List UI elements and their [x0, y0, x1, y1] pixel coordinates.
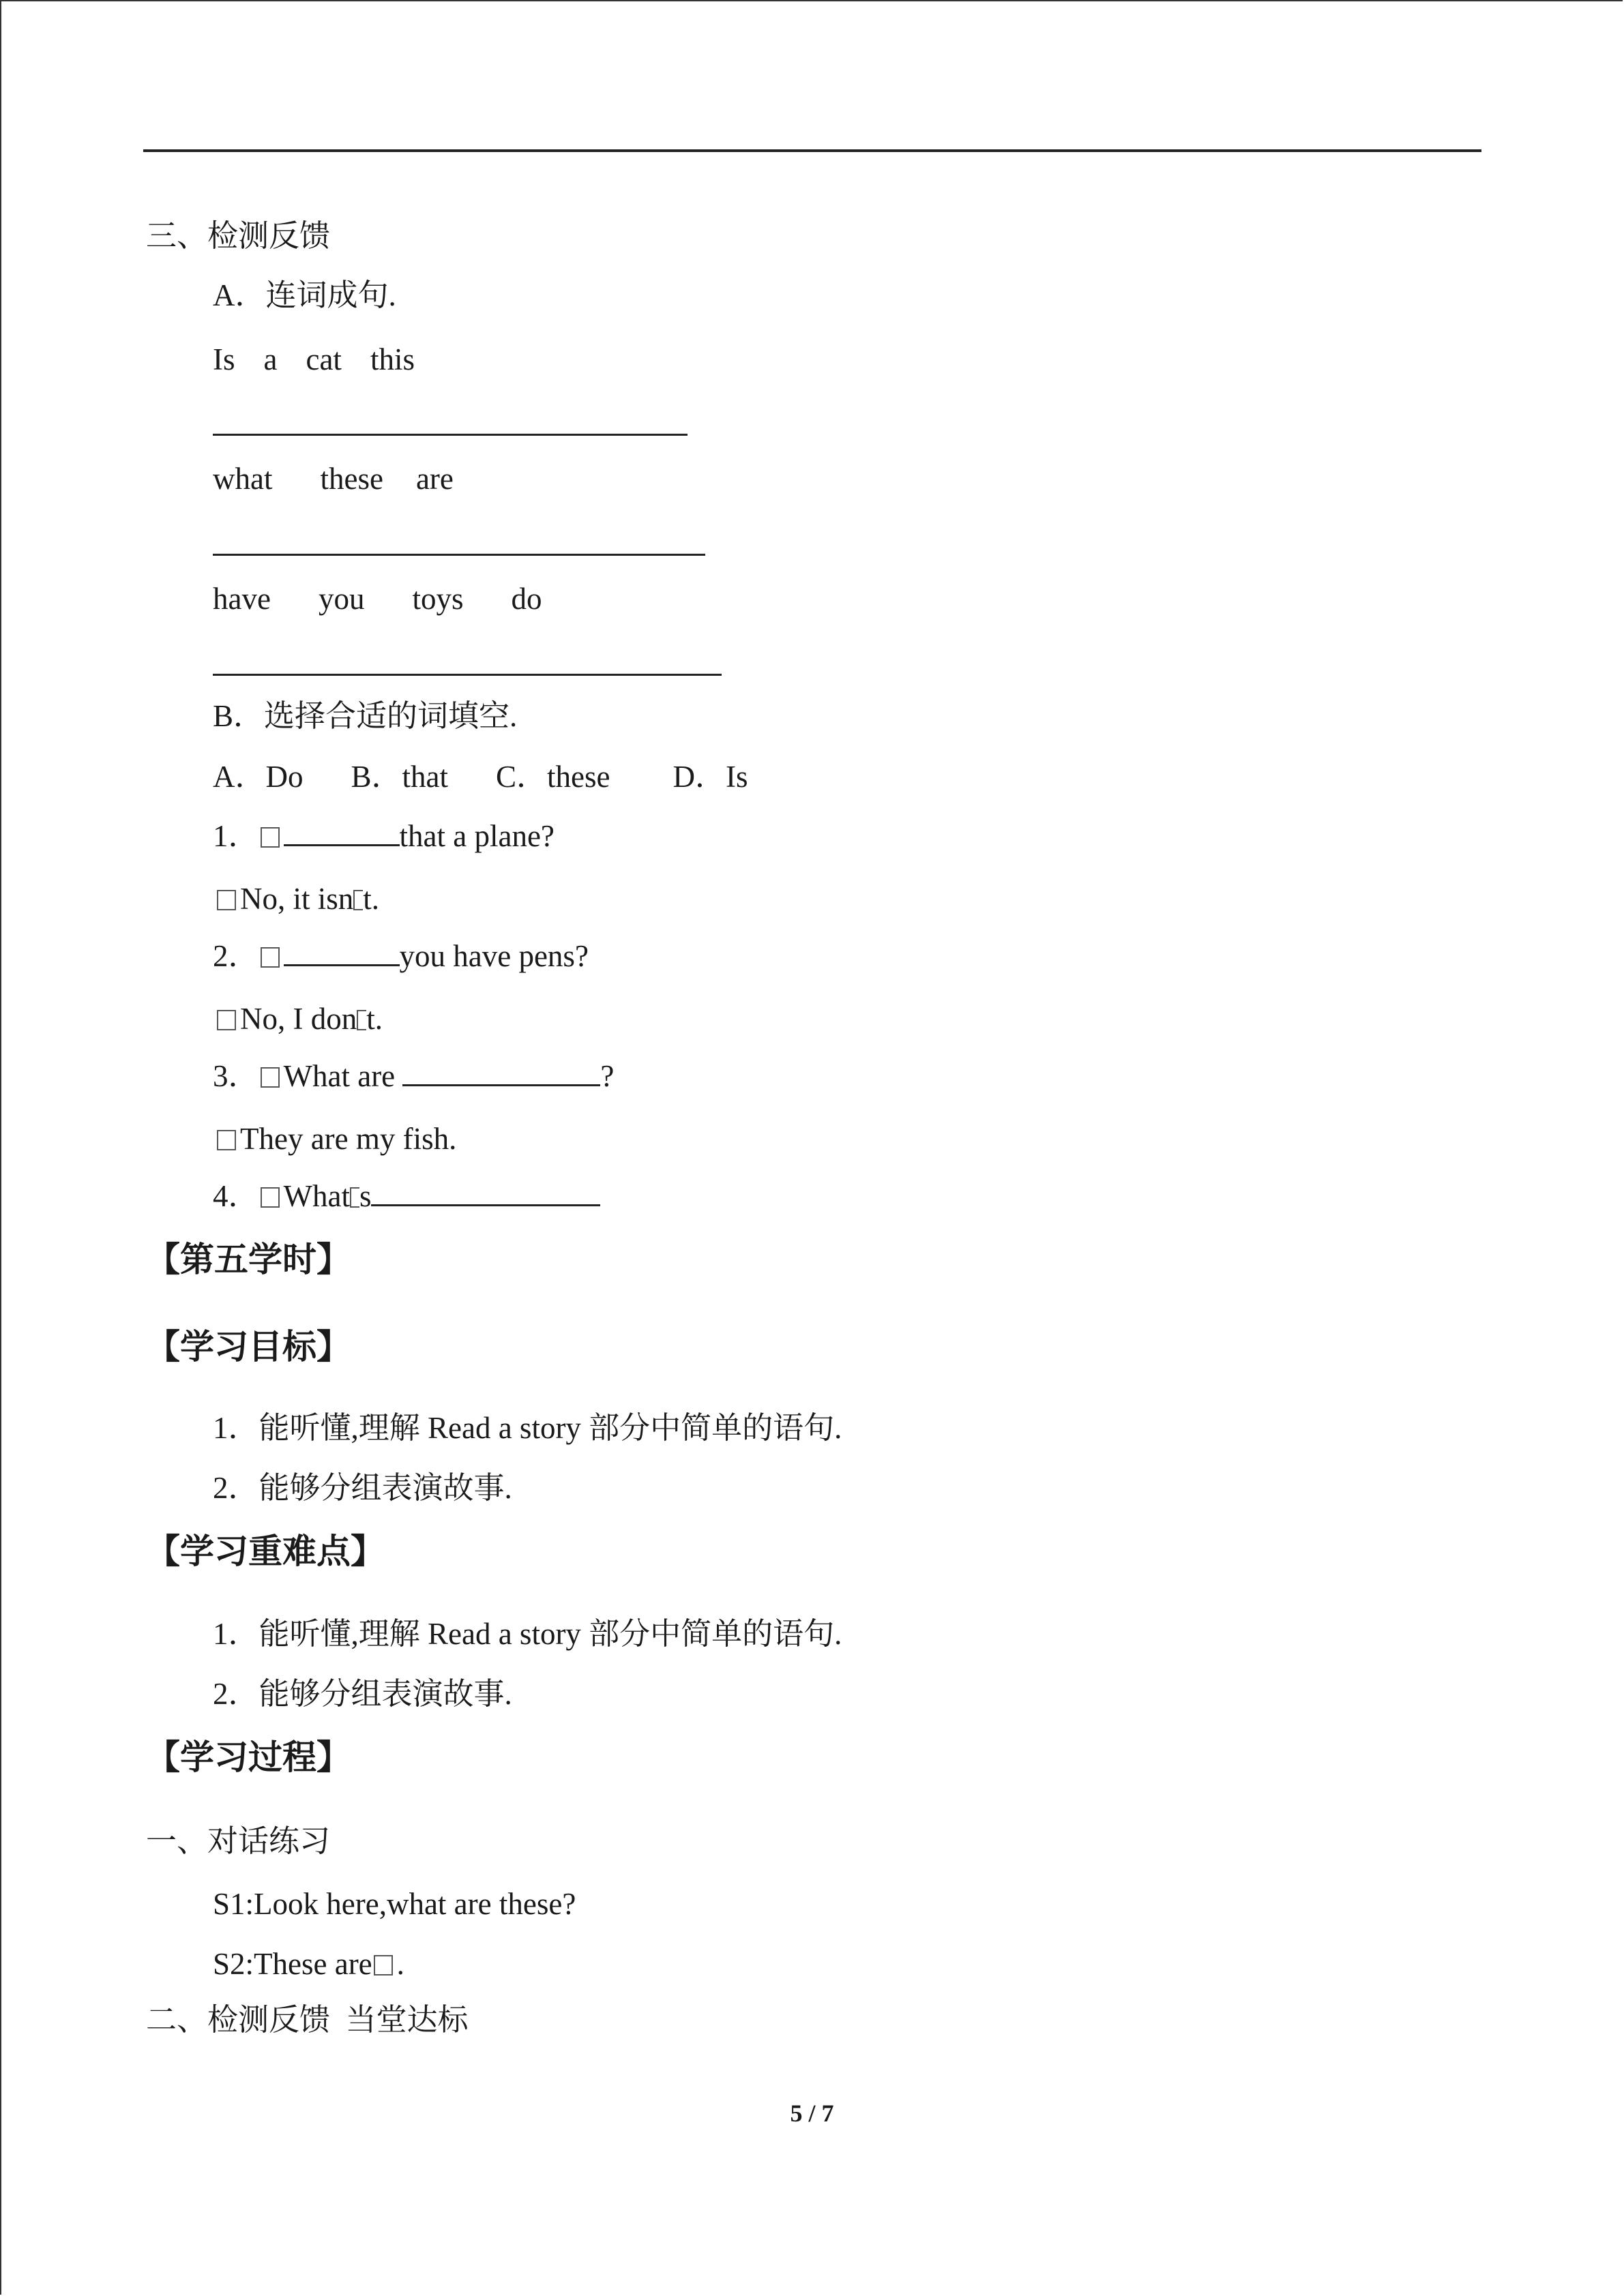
- lesson-heading: 【第五学时】: [146, 1240, 351, 1279]
- missing-glyph-icon: [261, 1187, 280, 1208]
- question-3: 3． What are ?: [213, 1059, 615, 1093]
- goal-item-2: 2．能够分组表演故事.: [213, 1471, 512, 1505]
- fill-blank-3[interactable]: [402, 1084, 600, 1086]
- scrambled-sentence-1: Is a cat this: [213, 342, 415, 376]
- keypoint-item-1: 1．能听懂,理解 Read a story 部分中简单的语句.: [213, 1617, 842, 1651]
- missing-glyph-icon: [217, 1130, 236, 1150]
- word-options: [213, 756, 748, 797]
- dialogue-section-title: 一、对话练习: [146, 1824, 331, 1858]
- fill-blank-4[interactable]: [371, 1204, 600, 1206]
- feedback-section-title: 二、检测反馈 当堂达标: [146, 2003, 469, 2037]
- answer-1: No, it isn t.: [216, 878, 379, 919]
- goals-heading: 【学习目标】: [146, 1327, 351, 1367]
- missing-glyph-icon: [261, 827, 280, 848]
- missing-glyph-icon: [350, 1187, 359, 1208]
- keypoint-item-2: 2．能够分组表演故事.: [213, 1677, 512, 1711]
- page-number: 5 / 7: [790, 2100, 834, 2127]
- dialogue-line-s1: S1:Look here,what are these?: [213, 1887, 576, 1921]
- missing-glyph-icon: [261, 1067, 280, 1088]
- fill-blank-1[interactable]: [284, 844, 400, 846]
- question-4: 4． What s: [213, 1176, 600, 1217]
- section-title: 三、检测反馈: [146, 219, 331, 253]
- part-a-title: A．连词成句.: [213, 278, 396, 312]
- option-d: D．Is: [673, 760, 748, 794]
- answer-3: They are my fish.: [216, 1118, 456, 1159]
- part-b-title: B．选择合适的词填空.: [213, 699, 518, 733]
- dialogue-line-s2: S2:These are .: [213, 1947, 404, 1981]
- missing-glyph-icon: [261, 947, 280, 968]
- process-heading: 【学习过程】: [146, 1738, 351, 1777]
- missing-glyph-icon: [357, 1010, 366, 1030]
- option-c: C．these: [496, 760, 610, 794]
- question-2: 2． you have pens?: [213, 939, 589, 973]
- answer-line-3[interactable]: [213, 674, 722, 676]
- missing-glyph-icon: [217, 890, 236, 910]
- keypoints-heading: 【学习重难点】: [146, 1532, 385, 1571]
- scrambled-sentence-3: have you toys do: [213, 582, 542, 616]
- option-a: A．Do: [213, 760, 304, 794]
- option-b: B．that: [351, 760, 448, 794]
- missing-glyph-icon: [353, 890, 363, 910]
- scrambled-sentence-2: what these are: [213, 462, 454, 496]
- question-1: 1． that a plane?: [213, 819, 555, 853]
- missing-glyph-icon: [374, 1955, 393, 1976]
- answer-line-2[interactable]: [213, 554, 705, 556]
- missing-glyph-icon: [217, 1010, 236, 1030]
- answer-2: No, I don t.: [216, 998, 383, 1039]
- answer-line-1[interactable]: [213, 434, 688, 436]
- header-rule: [143, 149, 1481, 152]
- goal-item-1: 1．能听懂,理解 Read a story 部分中简单的语句.: [213, 1411, 842, 1445]
- fill-blank-2[interactable]: [284, 964, 400, 966]
